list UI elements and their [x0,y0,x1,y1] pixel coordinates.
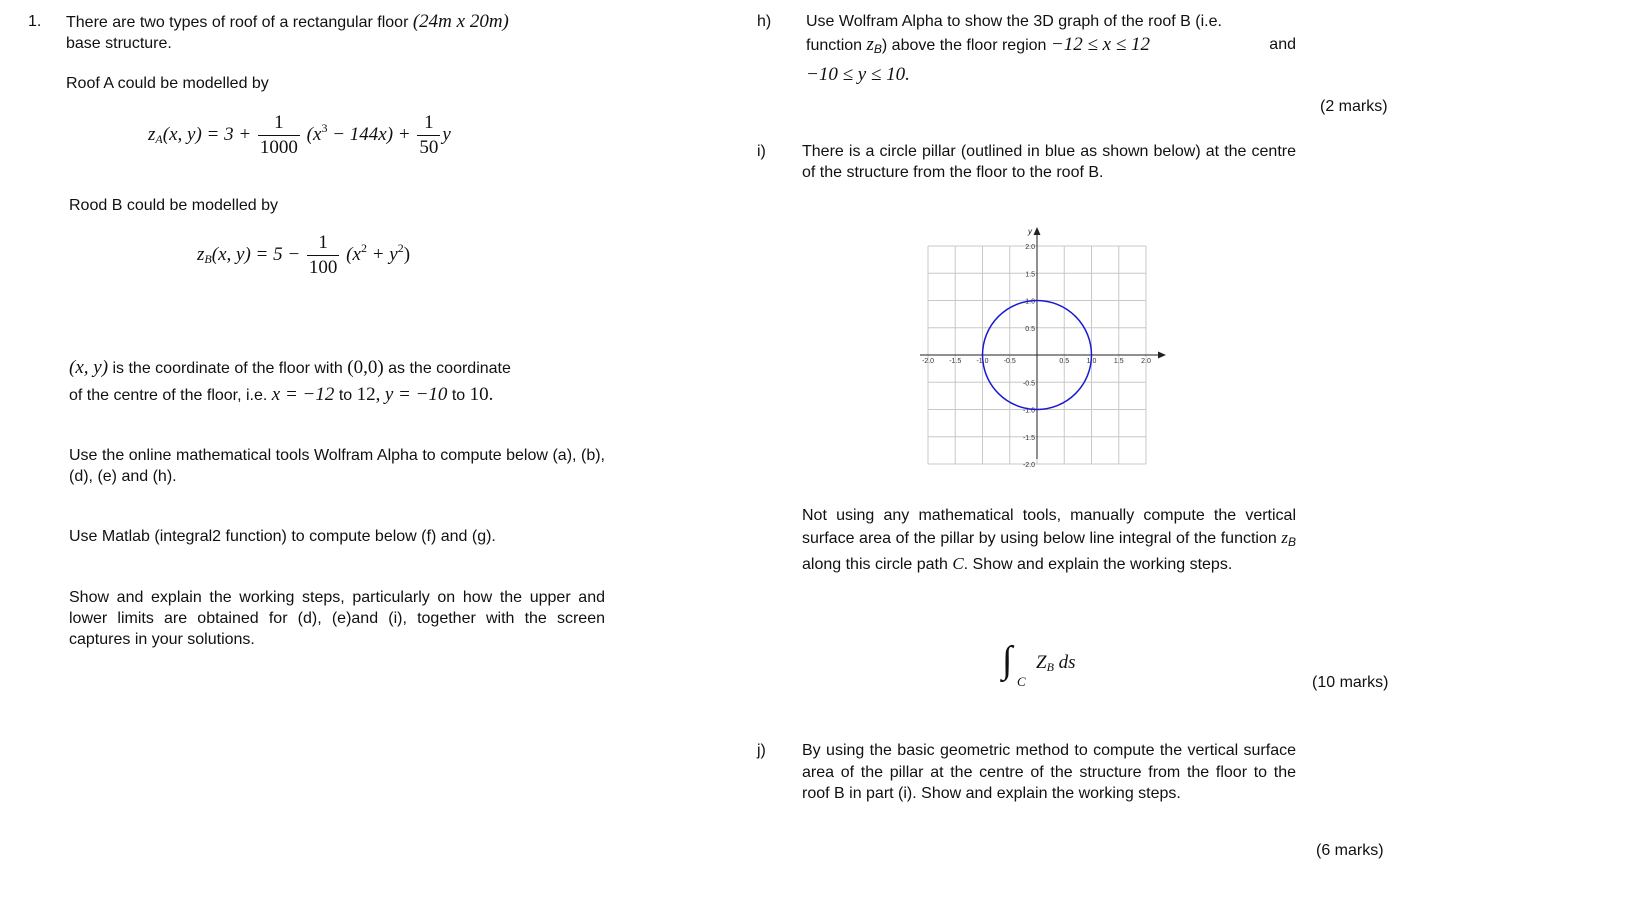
y-tick-label: -1.5 [1022,434,1035,442]
coord-origin: (0,0) [347,357,384,378]
x-tick-label: -1.5 [949,358,962,365]
eq-a-frac1: $\frac{1}{1000}$ [259,112,298,158]
part-i-task-sub: B [1287,534,1296,549]
part-i-label: i) [757,143,766,160]
x-tick-label: 0.5 [1059,358,1070,365]
part-h-x-range: −12 ≤ x ≤ 12 [1050,34,1151,55]
part-h-text [806,11,1296,88]
part-h-marks: (2 marks) [1320,98,1388,115]
eq-b-close: ) [403,243,411,265]
part-i-task-a: Not using any mathematical tools, manually compute the vertical surface area of the pillar by using below line integral of the function [802,507,1296,547]
part-h-fn-prefix: function [806,37,867,54]
y-tick-label: 1.0 [1025,298,1035,306]
part-j-label: j) [757,742,766,759]
part-h-line-2 [806,32,1296,62]
eq-b-sup1: 2 [360,240,367,255]
roof-a-label: Roof A could be modelled by [66,75,269,92]
equation-roof-a [148,112,451,159]
x-tick-label: -0.5 [1003,358,1016,365]
y-tick-label: 0.5 [1025,325,1035,333]
part-h-fn: z [866,34,874,55]
coord-xrange: x = −12 [271,384,335,405]
integrand [1036,652,1076,675]
y-tick-label: -1.0 [1022,407,1035,415]
y-tick-label: -0.5 [1022,380,1035,388]
coordinate-description [69,355,629,409]
eq-a-mid: (x [306,123,322,145]
eq-b-frac: $\frac{1}{100}$ [308,232,338,278]
part-i-task-c: C [952,554,964,573]
x-tick-label: 2.0 [1141,358,1151,365]
y-axis-arrow [1034,227,1041,235]
eq-b-tail: (x [346,243,361,265]
part-i-task [802,505,1296,576]
coord-to-1: to [334,387,357,404]
eq-a-tail: y [442,123,451,145]
eq-a-lhs: z [148,123,156,145]
part-i-marks: (10 marks) [1312,674,1389,691]
eq-b-sup2: 2 [397,240,404,255]
integral-lower-bound: C [1017,674,1026,689]
coord-text-2: as the coordinate [383,360,511,377]
x-tick-label: 1.0 [1086,358,1097,365]
roof-b-label: Rood B could be modelled by [69,197,279,214]
x-tick-label: -2.0 [921,358,935,365]
eq-b-lhs: z [197,243,205,265]
x-axis-arrow [1158,352,1166,359]
part-j-marks: (6 marks) [1316,842,1384,859]
part-i-task-b: along this circle path [802,556,953,573]
matlab-instruction: Use Matlab (integral2 function) to compute below (f) and (g). [69,528,496,545]
integrand-z: Z [1036,652,1047,673]
y-tick-label: -2.0 [1022,462,1035,467]
eq-a-args: (x, y) = 3 + [162,123,252,145]
part-h-region-text: ) above the floor region [881,37,1051,54]
intro-text: There are two types of roof of a rectangular floor [66,14,413,31]
coord-xmax: 12, [356,384,381,405]
eq-b-lhs-sub: B [204,251,212,266]
part-j-text: By using the basic geometric method to compute the vertical surface area of the pillar at the centre of the structure from the floor to the roof B in part (i). Show and explain the working steps. [802,742,1296,802]
y-axis-label: y [1028,227,1032,236]
intro-text-2: base structure. [66,35,172,52]
x-tick-label: -1.0 [976,358,989,365]
integrand-ds: ds [1053,652,1076,673]
x-tick-labels [922,358,1151,365]
coord-text-3: of the centre of the floor, i.e. [69,387,272,404]
part-i-text: There is a circle pillar (outlined in blue as shown below) at the centre of the structure from the floor to the roof B. [802,143,1296,181]
eq-a-mid2: − 144x) + [327,123,411,145]
part-i-task-c2: . Show and explain the working steps. [963,556,1233,573]
part-i-task-fn: z [1281,527,1288,547]
eq-a-lhs-sub: A [155,131,163,146]
coord-ymax: 10. [469,384,494,405]
part-h-y-range: −10 ≤ y ≤ 10. [806,64,910,85]
circle-graph [920,225,1170,467]
steps-instruction: Show and explain the working steps, particularly on how the upper and lower limits are obtained for (d), (e)and (i), together with the screen captures in your solutions. [69,589,605,648]
coord-text-1: is the coordinate of the floor with [108,360,348,377]
coord-xy: (x, y) [69,357,109,378]
eq-b-args: (x, y) = 5 − [211,243,301,265]
question-number: 1. [28,13,42,30]
y-tick-label: 2.0 [1025,244,1035,251]
x-tick-label: 1.5 [1113,358,1124,365]
line-integral [1002,640,1122,700]
intro-dimensions: (24m x 20m) [412,11,509,32]
wolfram-instruction: Use the online mathematical tools Wolfram Alpha to compute below (a), (b), (d), (e) and (h). [69,447,605,485]
part-h-fn-sub: B [873,42,882,56]
eq-a-frac2: $\frac{1}{50}$ [419,112,439,158]
integral-symbol: ∫ [1002,639,1013,681]
coord-to-2: to [447,387,470,404]
eq-b-tail-mid: + y [366,243,398,265]
eq-a-sup: 3 [321,120,328,135]
question-intro [66,11,626,54]
part-h-line-1: Use Wolfram Alpha to show the 3D graph of the roof B (i.e. [806,13,1222,30]
y-tick-label: 1.5 [1025,271,1035,279]
integrand-sub: B [1046,660,1054,674]
equation-roof-b [197,232,410,279]
coord-yrange: y = −10 [384,384,448,405]
part-h-label: h) [757,13,772,30]
part-h-and: and [1269,36,1296,53]
